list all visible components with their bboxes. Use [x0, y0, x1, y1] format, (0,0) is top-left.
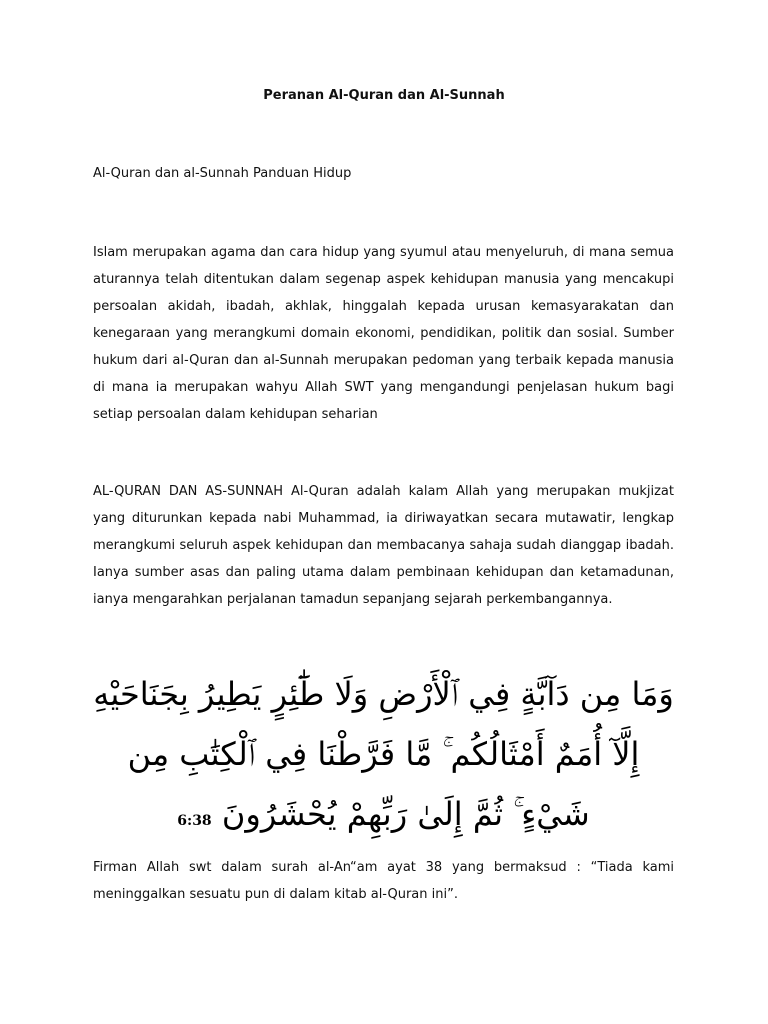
- section-subtitle: Al-Quran dan al-Sunnah Panduan Hidup: [93, 166, 352, 181]
- paragraph-islam-intro: Islam merupakan agama dan cara hidup yang syumul atau menyeluruh, di mana semua aturannya telah ditentukan dalam segenap aspek kehidupan manusia yang mencakupi persoalan akidah, ibadah, akhlak, hinggalah kepada urusan kemasyarakatan dan kenegaraan yang merangkumi domain ekonomi, pendidikan, politik dan sosial. Sumber hukum dari al-Quran dan al-Sunnah merupakan pedoman yang terbaik kepada manusia di mana ia merupakan wahyu Allah SWT yang mengandungi penjelasan hukum bagi setiap persoalan dalam kehidupan seharian: [93, 245, 674, 422]
- quran-verse: [93, 664, 674, 851]
- verse-reference: 6:38: [177, 813, 212, 829]
- paragraph-firman-allah: Firman Allah swt dalam surah al-An“am ayat 38 yang bermaksud : “Tiada kami meninggalkan sesuatu pun di dalam kitab al-Quran ini”.: [93, 860, 674, 902]
- paragraph-quran-sunnah: AL-QURAN DAN AS-SUNNAH Al-Quran adalah kalam Allah yang merupakan mukjizat yang diturunkan kepada nabi Muhammad, ia diriwayatkan secara mutawatir, lengkap merangkumi seluruh aspek kehidupan dan membacanya sahaja sudah dianggap ibadah. Ianya sumber asas dan paling utama dalam pembinaan kehidupan dan ketamadunan, ianya mengarahkan perjalanan tamadun sepanjang sejarah perkembangannya.: [93, 484, 674, 607]
- arabic-verse-text: وَمَا مِن دَآبَّةٍ فِي ٱلْأَرْضِ وَلَا طَٰٓئِرٍ يَطِيرُ بِجَنَاحَيْهِ إِلَّآ أُمَمٌ أَمْثَالُكُم ۚ مَّا فَرَّطْنَا فِي ٱلْكِتَٰبِ مِن شَيْءٍ ۚ ثُمَّ إِلَىٰ رَبِّهِمْ يُحْشَرُونَ: [93, 675, 674, 833]
- document-title: Peranan Al-Quran dan Al-Sunnah: [263, 88, 505, 103]
